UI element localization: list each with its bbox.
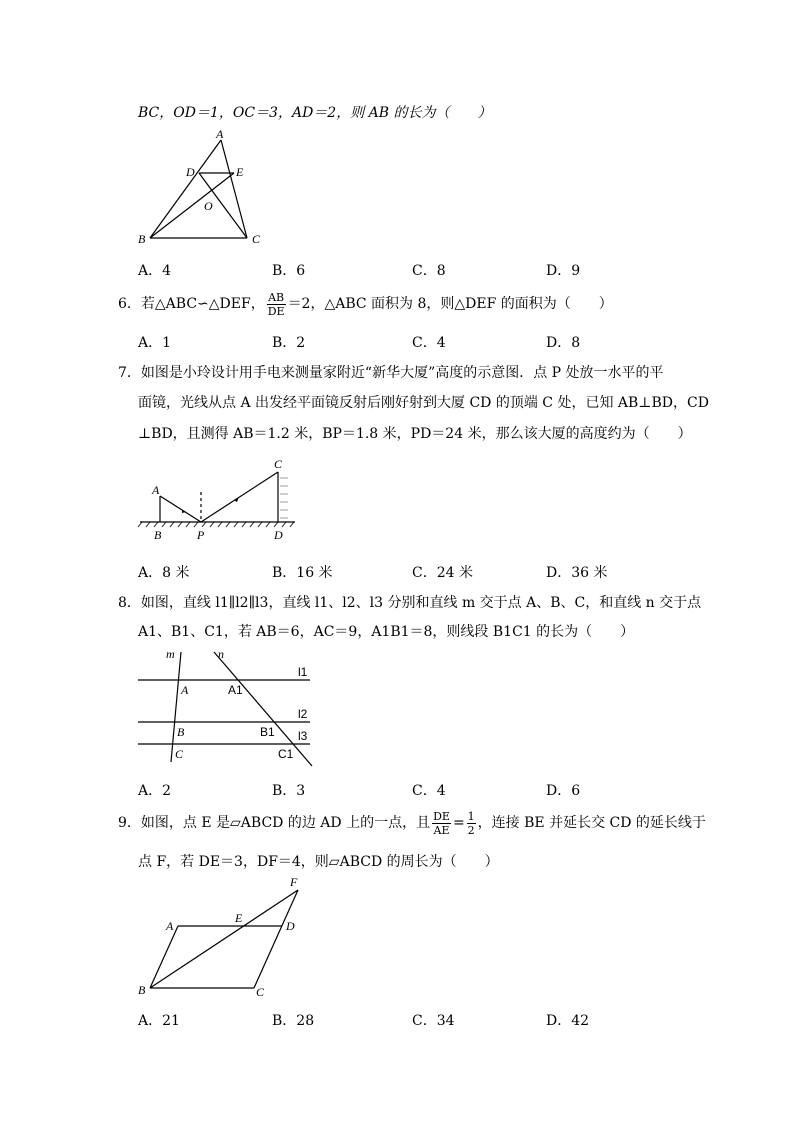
q9-eq: = [452,815,465,831]
q8-label-a1: A1 [228,683,243,697]
q5-option-d[interactable]: D．9 [546,263,581,279]
q5-label-a: A [216,128,224,141]
q9-label-c: C [256,985,265,999]
q9-line2: 点 F，若 DE＝3，DF＝4，则▱ABCD 的周长为（ ） [138,854,499,870]
q6-frac-num: AB [268,290,285,304]
q5-option-a[interactable]: A．4 [138,263,172,279]
q9-frac1-num: DE [433,809,450,823]
q8-option-c[interactable]: C．4 [412,783,446,799]
q7-line2: 面镜，光线从点 A 出发经平面镜反射后刚好射到大厦 CD 的顶端 C 处，已知 AB⊥BD，CD [138,395,709,411]
q6-suffix: ＝2，△ABC 面积为 8，则△DEF 的面积为（ ） [287,296,613,312]
q9-label-b: B [138,983,146,997]
q6-frac-den: DE [267,304,285,318]
q5-label-c: C [252,232,261,246]
q8-label-l3: l3 [298,729,308,743]
q9-label-f: F [290,875,298,889]
q9-option-d[interactable]: D．42 [546,1013,590,1029]
q5-figure [130,128,280,250]
q6-text [118,290,613,318]
q5-label-o: O [204,199,213,213]
q7-label-b: B [154,528,162,542]
q7-label-p: P [197,528,205,542]
q6-option-a[interactable]: A．1 [138,335,172,351]
q6-option-b[interactable]: B．2 [272,335,306,351]
q6-option-d[interactable]: D．8 [546,335,581,351]
q7-option-d[interactable]: D．36 米 [546,565,608,581]
q8-option-b[interactable]: B．3 [272,783,306,799]
q8-figure [132,644,322,770]
q9-prefix: 9．如图，点 E 是▱ABCD 的边 AD 上的一点，且 [118,815,431,831]
q8-label-c: C [175,747,184,761]
q6-prefix: 6．若△ABC∽△DEF， [118,296,265,312]
q8-line2: A1、B1、C1，若 AB＝6，AC＝9，A1B1＝8，则线段 B1C1 的长为（ ） [138,624,635,640]
q9-option-a[interactable]: A．21 [138,1013,180,1029]
q7-label-a: A [152,483,160,497]
q9-fraction-half [467,810,476,837]
q9-label-a: A [166,919,174,933]
q6-option-c[interactable]: C．4 [412,335,446,351]
q9-frac1-den: AE [433,823,450,837]
q8-option-d[interactable]: D．6 [546,783,581,799]
q8-label-l1: l1 [298,665,308,679]
q8-line1: 8．如图，直线 l1∥l2∥l3，直线 l1、l2、l3 分别和直线 m 交于点 A、B、C，和直线 n 交于点 [118,595,702,611]
q8-label-a: A [181,683,189,697]
q5-label-d: D [186,165,195,179]
q8-label-m: m [166,647,175,661]
q9-text [118,808,706,838]
q9-frac2-den: 2 [467,823,475,837]
q7-label-c: C [274,457,283,471]
q9-option-c[interactable]: C．34 [412,1013,455,1029]
q7-option-b[interactable]: B．16 米 [272,565,333,581]
q6-fraction [267,291,286,318]
q8-label-c1: C1 [278,747,294,761]
q8-label-b1: B1 [260,725,275,739]
q5-text: BC，OD＝1，OC＝3，AD＝2，则 AB 的长为（ ） [138,105,492,121]
q9-figure [130,872,310,1002]
q7-line1: 7．如图是小玲设计用手电来测量家附近“新华大厦”高度的示意图．点 P 处放一水平的平 [118,365,664,381]
q8-option-a[interactable]: A．2 [138,783,172,799]
q9-option-b[interactable]: B．28 [272,1013,315,1029]
q5-label-b: B [138,232,146,246]
q7-option-a[interactable]: A．8 米 [138,565,190,581]
q8-label-n: n [218,647,224,661]
q8-label-l2: l2 [298,707,308,721]
q8-label-b: B [177,725,185,739]
q9-label-e: E [235,911,243,925]
q9-label-d: D [286,919,295,933]
q5-option-c[interactable]: C．8 [412,263,446,279]
q7-label-d: D [274,528,283,542]
q9-frac2-num: 1 [467,809,475,823]
q7-option-c[interactable]: C．24 米 [412,565,473,581]
q7-line3: ⊥BD，且测得 AB＝1.2 米，BP＝1.8 米，PD＝24 米，那么该大厦的高度约为（ ） [138,426,692,442]
q7-figure [130,452,310,544]
q5-option-b[interactable]: B．6 [272,263,306,279]
q9-suffix: ，连接 BE 并延长交 CD 的延长线于 [477,815,706,831]
q5-label-e: E [236,165,244,179]
q9-fraction-de-ae [432,810,451,837]
